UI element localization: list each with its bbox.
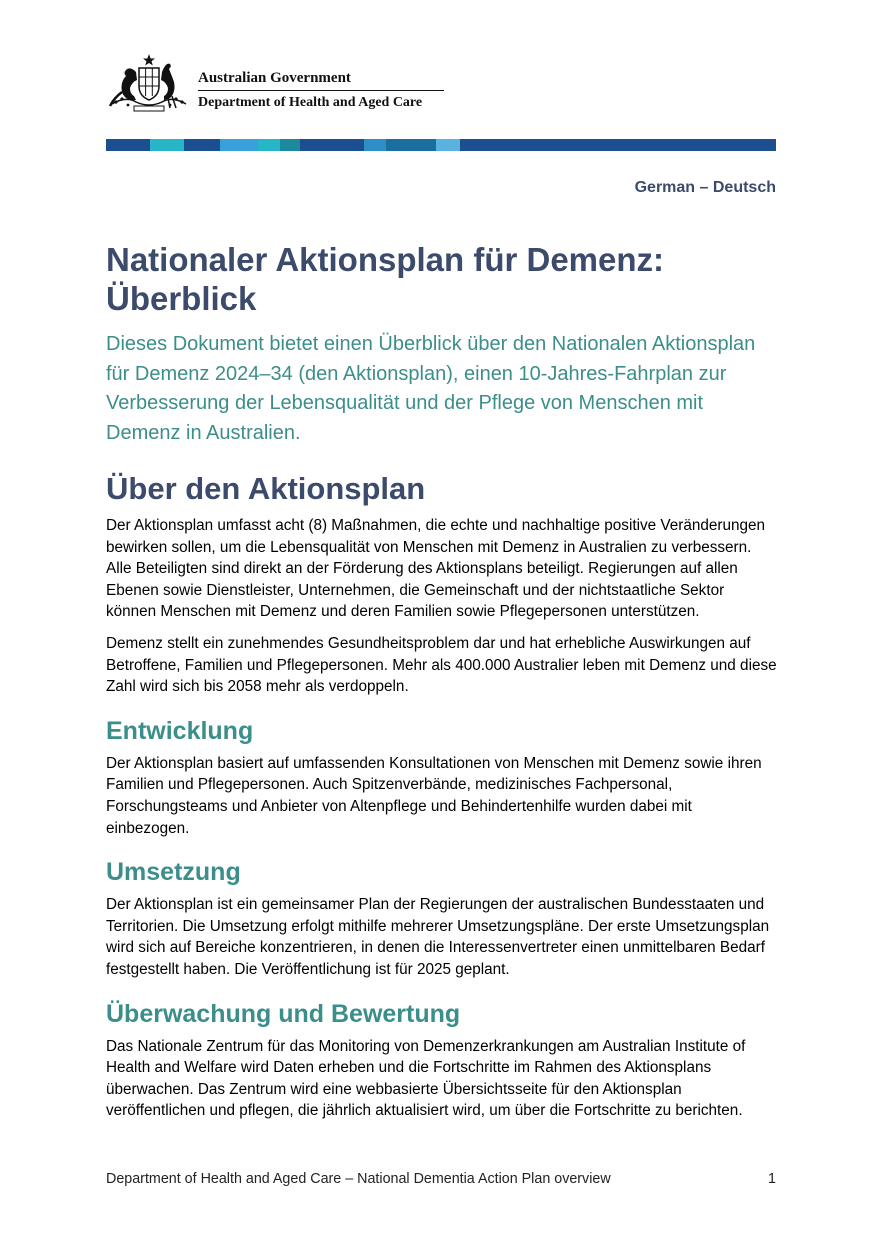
color-bar-segment	[258, 139, 280, 151]
color-bar-segment	[300, 139, 364, 151]
section-heading-implementation: Umsetzung	[106, 858, 241, 887]
color-bar-segment	[460, 139, 776, 151]
header-divider	[198, 90, 444, 91]
color-bar-segment	[280, 139, 300, 151]
language-label: German – Deutsch	[634, 179, 776, 196]
section-heading-monitoring: Überwachung und Bewertung	[106, 999, 461, 1028]
government-name: Australian Government	[198, 70, 351, 86]
section-paragraph: Der Aktionsplan umfasst acht (8) Maßnahmen, die echte und nachhaltige positive Veränderungen bewirken sollen, um die Lebensqualität von Menschen mit Demenz in Australien zu verbessern. Alle Beteiligten sind direkt an der Förderung des Aktionsplans beteiligt. Regierungen auf allen Ebenen sowie Dienstleister, Unternehmen, die Gemeinschaft und der nichtstaatliche Sektor können Menschen mit Demenz und deren Familien sowie Pflegepersonen unterstützen.	[106, 517, 766, 621]
section-paragraph: Der Aktionsplan ist ein gemeinsamer Plan der Regierungen der australischen Bundesstaaten und Territorien. Die Umsetzung erfolgt mithilfe mehrerer Umsetzungspläne. Der erste Umsetzungsplan wird sich auf Bereiche konzentrieren, in denen die Interessenvertreter einen unmittelbaren Bedarf festgestellt haben. Die Veröffentlichung ist für 2025 geplant.	[106, 896, 770, 978]
footer-text: Department of Health and Aged Care – National Dementia Action Plan overview	[106, 1171, 611, 1187]
section-paragraph: Das Nationale Zentrum für das Monitoring von Demenzerkrankungen am Australian Institute of Health and Welfare wird Daten erheben und die Fortschritte im Rahmen des Aktionsplans überwachen. Das Zentrum wird eine webbasierte Übersichtsseite für den Aktionsplan veröffentlichen und pflegen, die jährlich aktualisiert wird, um über die Fortschritte zu berichten.	[106, 1037, 746, 1120]
color-bar-segment	[220, 139, 258, 151]
color-bar-segment	[150, 139, 184, 151]
page-number: 1	[768, 1171, 776, 1187]
section-heading-development: Entwicklung	[106, 716, 254, 745]
color-bar-segment	[364, 139, 386, 151]
color-bar-segment	[184, 139, 220, 151]
intro-paragraph: Dieses Dokument bietet einen Überblick über den Nationalen Aktionsplan für Demenz 2024–34 (den Aktionsplan), einen 10-Jahres-Fahrplan zur Verbesserung der Lebensqualität und der Pflege von Menschen mit Demenz in Australien.	[106, 333, 756, 444]
color-bar-segment	[436, 139, 460, 151]
color-bar-segment	[386, 139, 436, 151]
brand-color-bar	[106, 139, 776, 151]
section-paragraph: Demenz stellt ein zunehmendes Gesundheitsproblem dar und hat erhebliche Auswirkungen auf Betroffene, Familien und Pflegepersonen. Mehr als 400.000 Australier leben mit Demenz und diese Zahl wird sich bis 2058 mehr als verdoppeln.	[106, 634, 777, 696]
government-header	[106, 52, 776, 120]
section-heading-about: Über den Aktionsplan	[106, 471, 426, 506]
section-paragraph: Der Aktionsplan basiert auf umfassenden Konsultationen von Menschen mit Demenz sowie ihren Familien und Pflegepersonen. Auch Spitzenverbände, medizinisches Fachpersonal, Forschungsteams und Anbieter von Altenpflege und Behindertenhilfe wurden dabei mit einbezogen.	[106, 754, 762, 837]
department-name: Department of Health and Aged Care	[198, 95, 423, 110]
page-footer	[106, 1171, 776, 1187]
document-body	[106, 470, 778, 1132]
coat-of-arms-icon	[106, 52, 192, 114]
page-title: Nationaler Aktionsplan für Demenz: Überblick	[106, 241, 665, 317]
color-bar-segment	[106, 139, 150, 151]
